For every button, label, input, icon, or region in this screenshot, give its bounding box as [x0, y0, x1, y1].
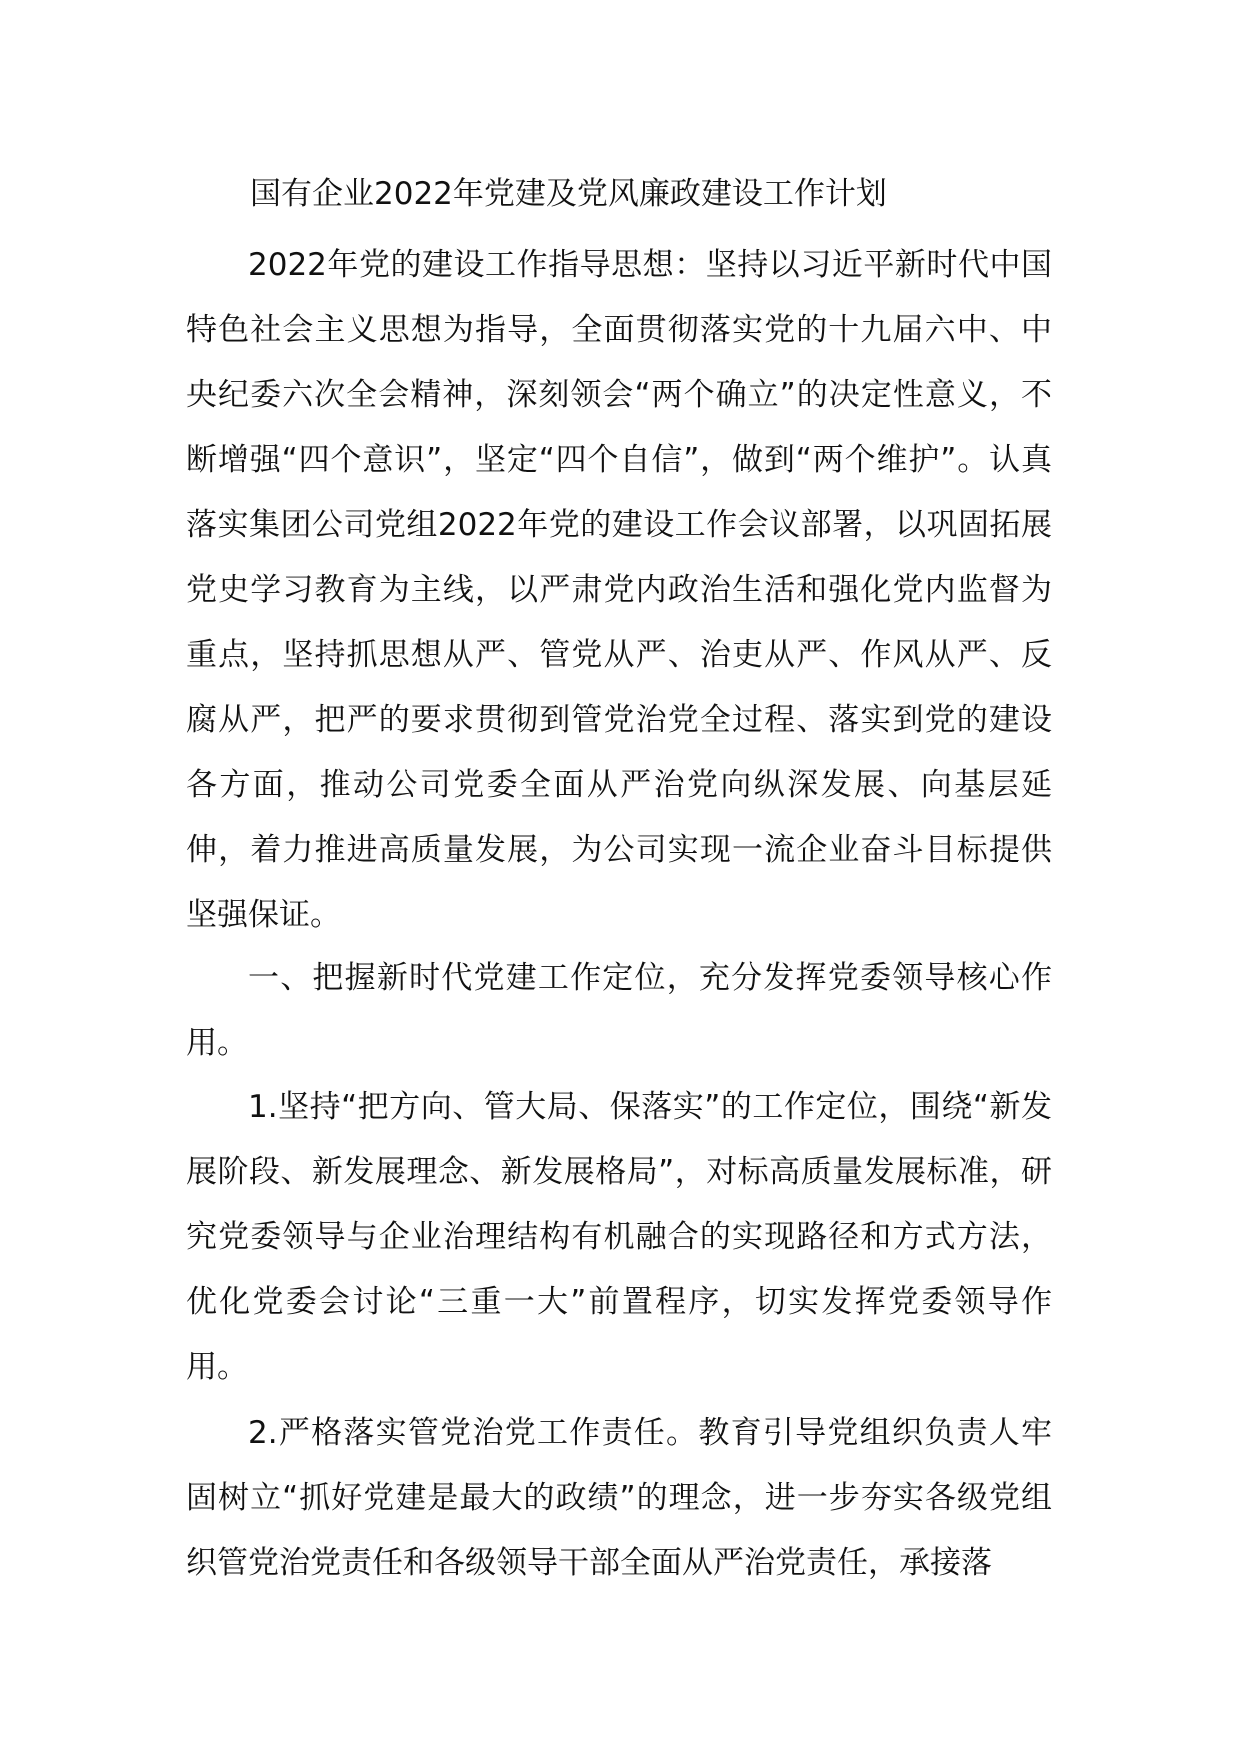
paragraph-section-one-heading: 一、把握新时代党建工作定位，充分发挥党委领导核心作用。	[186, 960, 1052, 1061]
paragraph-item-1: 1.坚持“把方向、管大局、保落实”的工作定位，围绕“新发展阶段、新发展理念、新发展格局”，对标高质量发展标准，研究党委领导与企业治理结构有机融合的实现路径和方式方法，优化党委会讨论“三重一大”前置程序，切实发挥党委领导作用。	[186, 1089, 1052, 1385]
document-title: 国有企业2022年党建及党风廉政建设工作计划	[250, 176, 887, 212]
paragraph-guiding-ideology: 2022年党的建设工作指导思想：坚持以习近平新时代中国特色社会主义思想为指导，全面贯彻落实党的十九届六中、中央纪委六次全会精神，深刻领会“两个确立”的决定性意义，不断增强“四个意识”，坚定“四个自信”，做到“两个维护”。认真落实集团公司党组2022年党的建设工作会议部署，以巩固拓展党史学习教育为主线，以严肃党内政治生活和强化党内监督为重点，坚持抓思想从严、管党从严、治吏从严、作风从严、反腐从严，把严的要求贯彻到管党治党全过程、落实到党的建设各方面，推动公司党委全面从严治党向纵深发展、向基层延伸，着力推进高质量发展，为公司实现一流企业奋斗目标提供坚强保证。	[186, 247, 1052, 933]
paragraph-item-2: 2.严格落实管党治党工作责任。教育引导党组织负责人牢固树立“抓好党建是最大的政绩”的理念，进一步夯实各级党组织管党治党责任和各级领导干部全面从严治党责任，承接落	[186, 1415, 1052, 1581]
